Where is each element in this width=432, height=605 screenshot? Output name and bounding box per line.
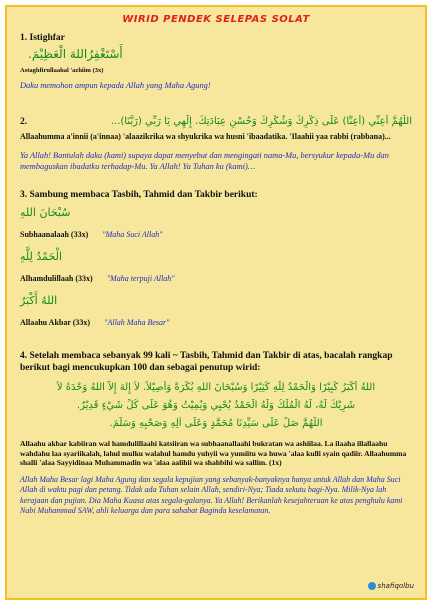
section-heading: 3. Sambung membaca Tasbih, Tahmid dan Takbir berikut: — [20, 190, 258, 200]
arabic-text: شَرِيْكَ لَهُ، لَهُ الْمُلْكُ وَلَهُ الْحَمْدُ يُحْيِي وَيُمِيْتُ وَهُوَ عَلَى كُلِّ شَيْءٍ قَدِيْرٌ. — [76, 400, 356, 411]
transliteration: Allaahu akbar kabiiran wal hamdulillaahi katsiiran wa subhaanallaahi bukratan wa ashiilaa. La ilaaha illallaahu wahdahu laa syariikalah, lahul mulku walahul hamdu yuhyii wa yumiitu wa huwa 'alaa kulli syain qadiir. Allaahumma shalli 'alaa Sayyidinaa Muhammadin wa 'alaa aalihii wa shahbihi wa sallim. (1x) — [20, 439, 407, 468]
watermark-text: shafiqolbu — [377, 582, 414, 590]
transliteration: Allaahumma a'innii (a'innaa) 'alaazikrika wa shyukrika wa husni 'ibaadatika. 'Ilaahii yaa rabbi (rabbana)... — [20, 132, 391, 141]
transliteration: Astaghfirullaahal 'azhiim (3x) — [20, 67, 104, 74]
arabic-text: أَسْتَغْفِرُاللهَ الْعَظِيْمَ. — [28, 47, 123, 61]
watermark — [368, 582, 414, 590]
arabic-text: اللَّهُمَّ أَعِنِّي (أَعِنَّا) عَلَى ذِكْرِكَ وَشُكْرِكَ وَحُسْنِ عِبَادَتِكَ. إِلَهِي يَا رَبِّي (رَبَّنَا)... — [110, 116, 412, 127]
list-item — [20, 294, 412, 330]
transliteration: Allaahu Akbar (33x) — [20, 318, 91, 327]
meaning-text: "Maha terpuji Allah" — [106, 274, 175, 283]
arabic-text: الْحَمْدُ لِلَّهِ — [20, 250, 63, 263]
arabic-text: اللهُ أَكْبَرُ — [20, 294, 58, 307]
section-penutup — [20, 350, 412, 516]
section-doa — [20, 115, 412, 172]
section-heading: 2. — [20, 117, 28, 127]
section-heading: 1. Istighfar — [20, 33, 65, 43]
meaning-text: Allah Maha Besar lagi Maha Agung dan segala kepujian yang sebanyak-banyaknya hanya untuk Allah dan Maha Suci Allah di waktu pagi dan petang. Tidak ada Tuhan selain Allah, sendiri-Nya; Tiada sekutu bagi-Nya. Milik-Nya lah kerajaan dan pujian. Dia Maha Kuasa atas segala-galanya. Ya Allah! Berikanlah kesejahteraan ke atas penghulu kami Nabi Muhammad SAW, ahli keluarga dan para sahabat Baginda keselamatan. — [20, 474, 403, 515]
section-heading: 4. Setelah membaca sebanyak 99 kali ~ Tasbih, Tahmid dan Takbir di atas, bacalah rangkap berikut bagi mencukupkan 100 dan sebagai penutup wirid: — [20, 351, 393, 373]
watermark-logo-icon — [368, 582, 376, 590]
arabic-text: اللَّهُمَّ صَلِّ عَلَى سَيِّدِنَا مُحَمَّدٍ وَعَلَى آلِهِ وَصَحْبِهِ وَسَلَّمَ. — [109, 418, 323, 429]
transliteration: Alhamdulillaah (33x) — [20, 274, 93, 283]
arabic-text: سُبْحَانَ اللهِ — [20, 206, 71, 219]
section-istighfar — [20, 33, 412, 91]
meaning-text: "Maha Suci Allah" — [102, 230, 163, 239]
arabic-text: اللهُ أَكْبَرُ كَبِيْرًا وَالْحَمْدُ لِلَّهِ كَثِيْرًا وَسُبْحَانَ اللهِ بُكْرَةً وَأَصِيْلاً. لاَ إِلهَ إِلاَّ اللهُ وَحْدَهُ لاَ — [56, 382, 376, 393]
transliteration: Subhaanalaah (33x) — [20, 230, 89, 239]
section-tasbih — [20, 190, 412, 330]
meaning-text: "Allah Maha Besar" — [104, 318, 170, 327]
meaning-text: Ya Allah! Bantulah daku (kami) supaya dapat menyebut dan mengingati nama-Mu, bersyukur kepada-Mu dan membaguskan ibadatku terhadap-Mu. Ya Allah! Ya Tuhan ku (kami)… — [20, 151, 389, 171]
list-item — [20, 250, 412, 286]
page-title: WIRID PENDEK SELEPAS SOLAT — [122, 14, 310, 25]
meaning-text: Daku memohon ampun kepada Allah yang Maha Agung! — [20, 81, 211, 90]
list-item — [20, 206, 412, 242]
